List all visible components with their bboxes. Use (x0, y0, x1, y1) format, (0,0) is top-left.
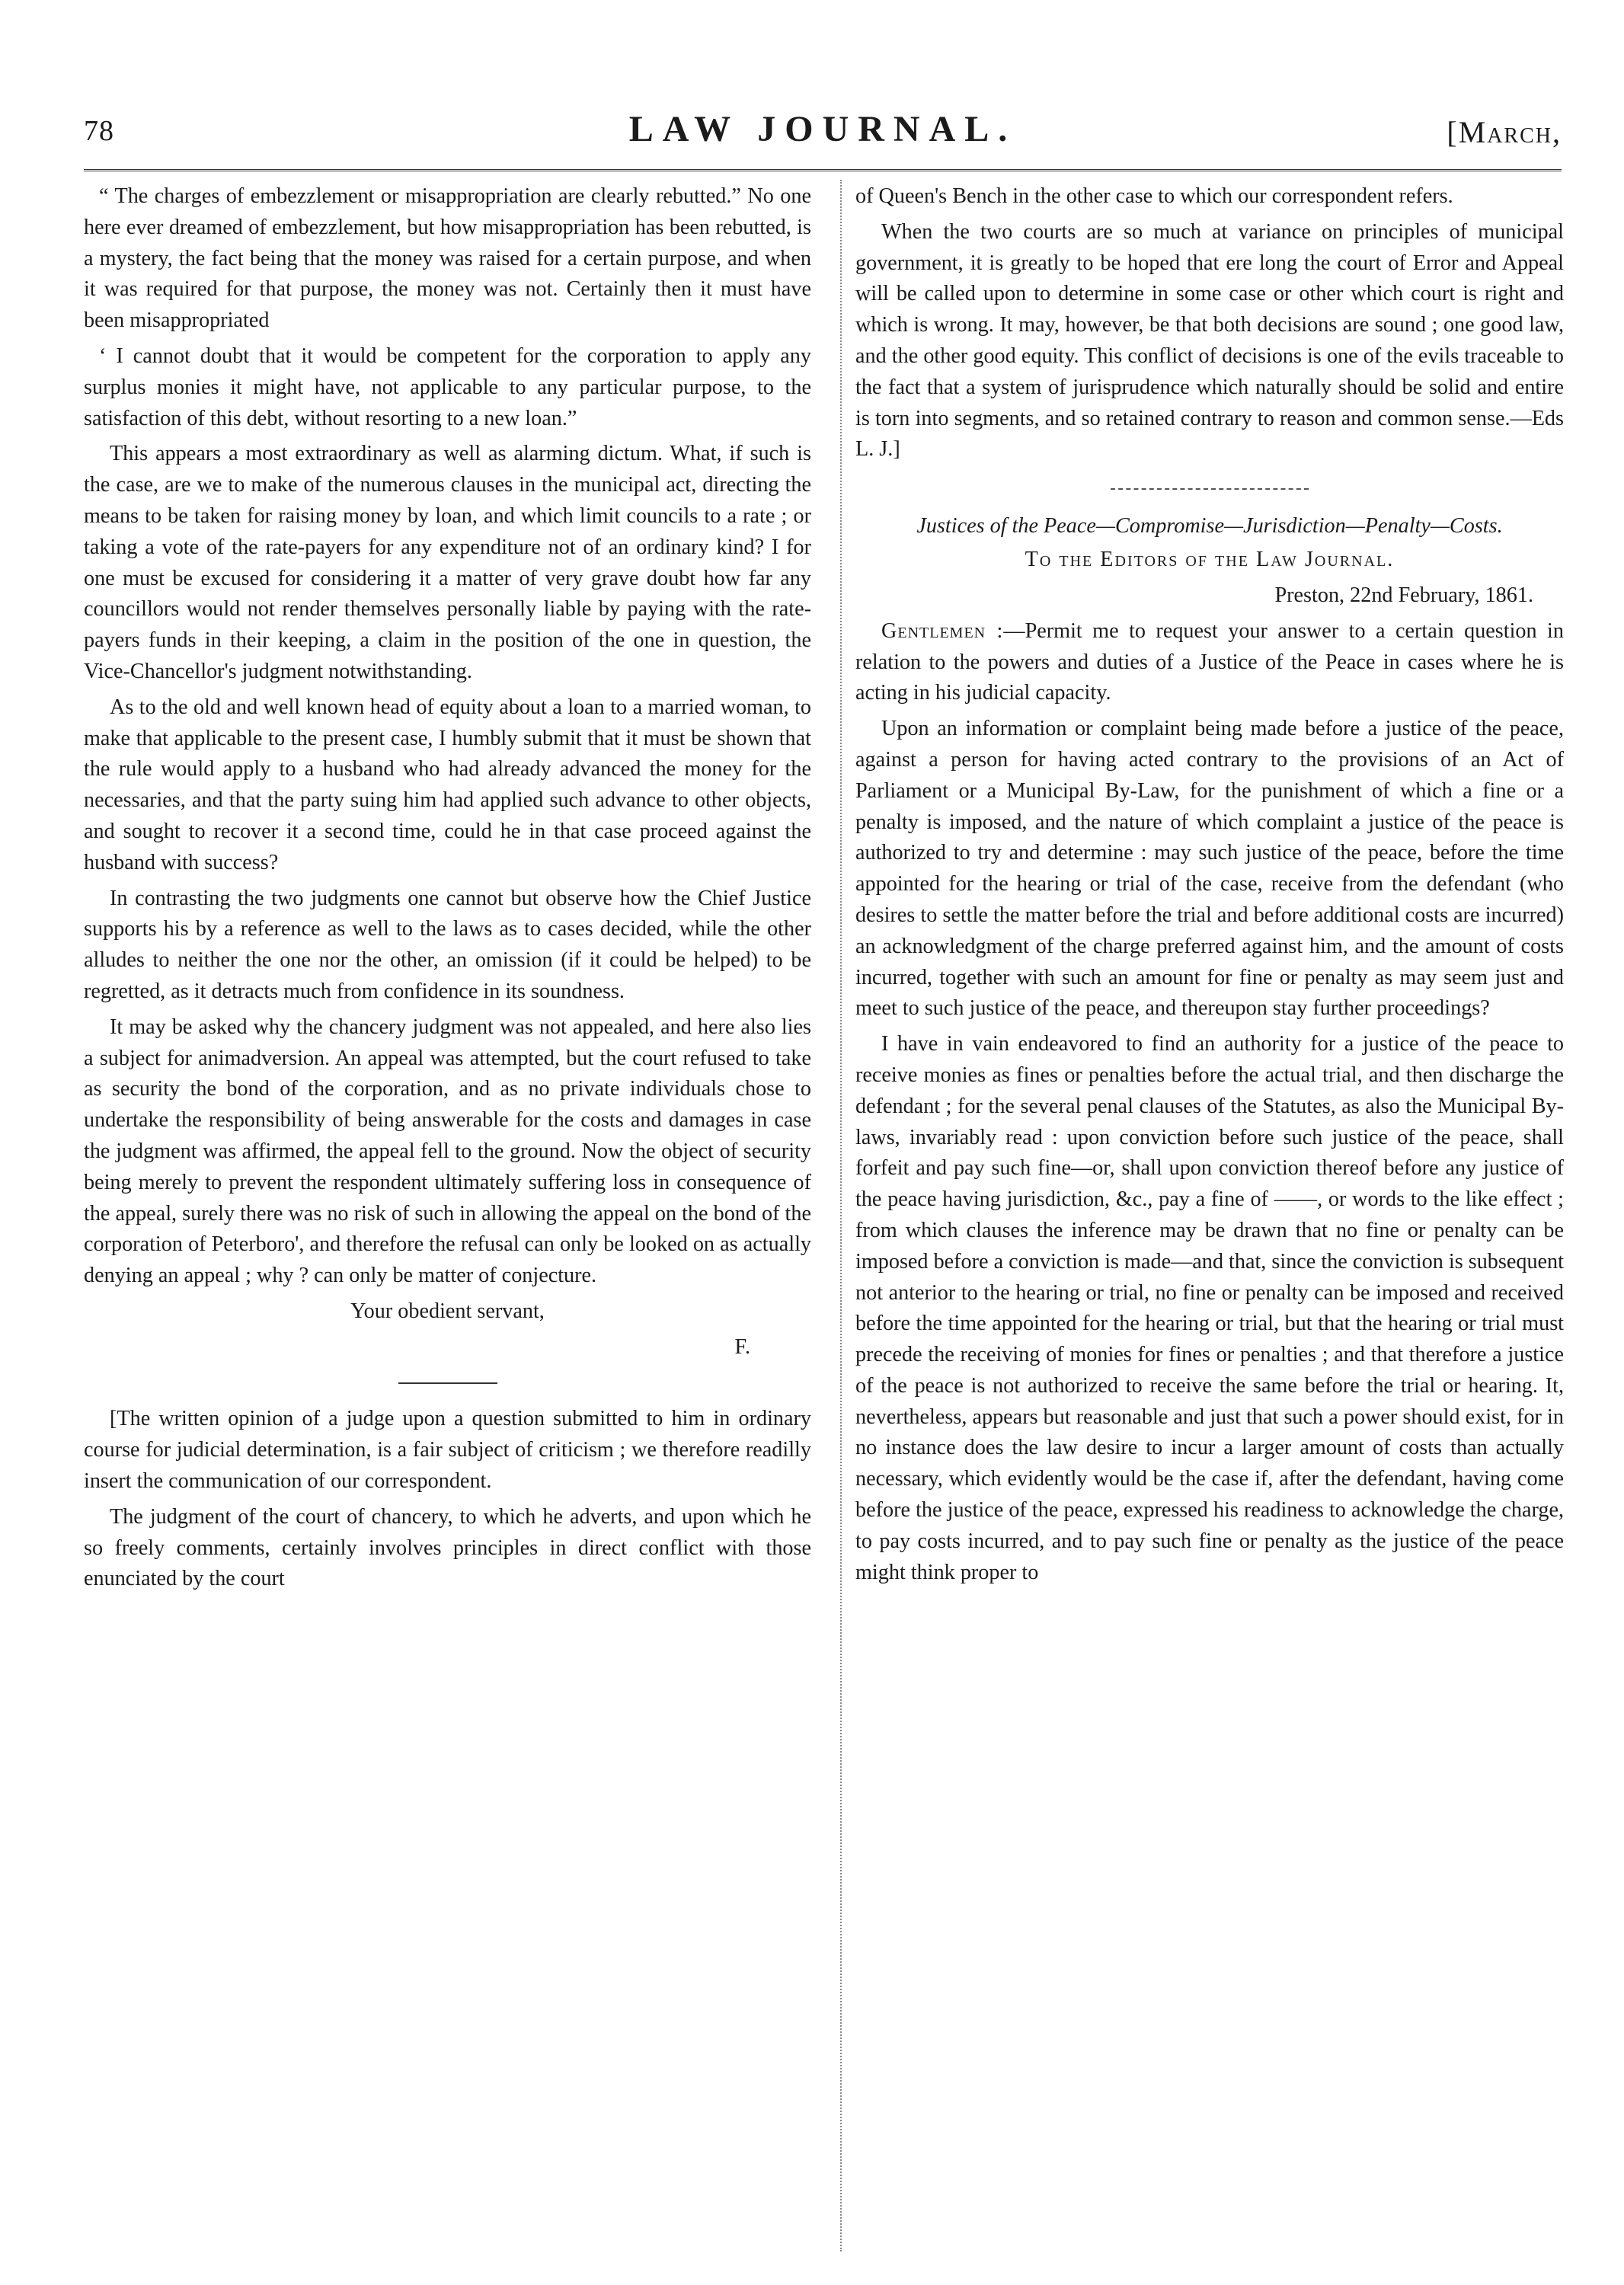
running-head (84, 109, 1562, 168)
journal-title: LAW JOURNAL. (628, 109, 1017, 149)
dateline: Preston, 22nd February, 1861. (1274, 583, 1533, 607)
editorial-note: [The written opinion of a judge upon a question submitted to him in ordinary course for judicial determination, is a fair subject of criticism ; we therefore readilly insert the communication of our correspondent. (84, 1407, 811, 1494)
paragraph: When the two courts are so much at variance on principles of municipal government, it is greatly to be hoped that ere long the court of Error and Appeal will be called upon to determine in some case or other which court is right and which is wrong. It may, however, be that both decisions are sound ; one good law, and the other good equity. This conflict of decisions is one of the evils traceable to the fact that a system of jurisprudence which naturally should be solid and entire is torn into segments, and so retained contrary to reason and common sense.—Eds L. J.] (855, 219, 1564, 462)
paragraph: of Queen's Bench in the other case to which our correspondent refers. (855, 184, 1453, 208)
paragraph: “ The charges of embezzlement or misappropriation are clearly rebutted.” No one here ever dreamed of embezzlement, but how misappropriation has been rebutted, is a mystery, the fact being that the money was raised for a certain purpose, and when it was required for that purpose, the money was not. Certainly then it must have been misappropriated (84, 184, 811, 333)
salutation: Gentlemen : (881, 618, 1004, 643)
article-title: Justices of the Peace—Compromise—Jurisdiction—Penalty—Costs. (916, 514, 1503, 538)
column-divider (840, 180, 842, 2251)
paragraph (855, 616, 1564, 709)
left-column (84, 181, 811, 1600)
right-column (855, 181, 1564, 1593)
header-rule (84, 169, 1562, 171)
page-number: 78 (84, 115, 114, 147)
letter-signoff: Your obedient servant, (350, 1299, 545, 1323)
letter-signature: F. (734, 1334, 750, 1359)
paragraph: In contrasting the two judgments one cannot but observe how the Chief Justice supports his by a reference as well to the laws as to cases decided, while the other alludes to neither the one nor the other, an omission (if it could be helped) to be regretted, as it detracts much from confidence in its soundness. (84, 886, 811, 1003)
month-label: [March, (1447, 115, 1562, 149)
section-rule (1111, 488, 1309, 490)
paragraph-text: —Permit me to request your answer to a certain question in relation to the powers and duties of a Justice of the Peace in cases where he is acting in his judicial capacity. (855, 618, 1564, 705)
paragraph: As to the old and well known head of equity about a loan to a married woman, to make that applicable to the present case, I humbly submit that it must be shown that the rule would apply to a husband who had already advanced the money for the necessaries, and that the party suing him had applied such advance to other objects, and sought to recover it a second time, could he in that case proceed against the husband with success? (84, 695, 811, 874)
paragraph: ‘ I cannot doubt that it would be competent for the corporation to apply any surplus monies it might have, not applicable to any particular purpose, to the satisfaction of this debt, without resorting to a new loan.” (84, 344, 811, 430)
paragraph: The judgment of the court of chancery, to which he adverts, and upon which he so freely comments, certainly involves principles in direct conflict with those enunciated by the court (84, 1504, 811, 1591)
paragraph: Upon an information or complaint being made before a justice of the peace, against a person for having acted contrary to the provisions of an Act of Parliament or a Municipal By-Law, for the punishment of which a fine or a penalty is imposed, and the nature of which complaint a justice of the peace is authorized to try and determine : may such justice of the peace, before the time appointed for the hearing or trial of the case, receive from the defendant (who desires to settle the matter before the trial and before additional costs are incurred) an acknowledgment of the charge preferred against him, and the amount of costs incurred, together with such an amount for fine or penalty as may seem just and meet to such justice of the peace, and thereupon stay further proceedings? (855, 717, 1564, 1021)
paragraph: This appears a most extraordinary as well as alarming dictum. What, if such is the case, are we to make of the numerous clauses in the municipal act, directing the means to be taken for raising money by loan, and which limit councils to a rate ; or taking a vote of the rate-payers for any expenditure not of an ordinary kind? I for one must be excused for considering it a matter of very grave doubt how far any councillors would not render themselves personally liable by paying with the rate-payers funds in their keeping, a claim in the position of the one in question, the Vice-Chancellor's judgment notwithstanding. (84, 442, 811, 683)
section-rule (398, 1382, 497, 1384)
paragraph: I have in vain endeavored to find an authority for a justice of the peace to receive monies as fines or penalties before the actual trial, and then discharge the defendant ; for the several penal clauses of the Statutes, as also the Municipal By-laws, invariably read : upon conviction before such justice of the peace, shall forfeit and pay such fine—or, shall upon conviction thereof before any justice of the peace having jurisdiction, &c., pay a fine of ——, or words to the like effect ; from which clauses the inference may be drawn that no fine or penalty can be imposed before a conviction is made—and that, since the conviction is subsequent not anterior to the hearing or trial, no fine or penalty can be imposed and received before the time appointed for the hearing or trial, but that the hearing or trial must precede the receiving of monies for fines or penalties ; and that therefore a justice of the peace is not authorized to receive the same before the trial or hearing. It, nevertheless, appears but reasonable and just that such a power should exist, for in no instance does the law desire to incur a larger amount of costs than actually necessary, which evidently would be the case if, after the defendant, having come before the justice of the peace, expressed his readiness to acknowledge the charge, to pay costs incurred, and to pay such fine or penalty as the justice of the peace might think proper to (855, 1032, 1564, 1584)
article-addressee: To the Editors of the Law Journal. (1025, 548, 1395, 572)
paragraph: It may be asked why the chancery judgment was not appealed, and here also lies a subject for animadversion. An appeal was attempted, but the court refused to take as security the bond of the corporation, and as no private individuals chose to undertake the responsibility of being answerable for the costs and damages in case the judgment was affirmed, the appeal fell to the ground. Now the object of security being merely to prevent the respondent ultimately suffering loss in consequence of the appeal, surely there was no risk of such in allowing the appeal on the bond of the corporation of Peterboro', and therefore the refusal can only be looked on as actually denying an appeal ; why ? can only be matter of conjecture. (84, 1015, 811, 1288)
